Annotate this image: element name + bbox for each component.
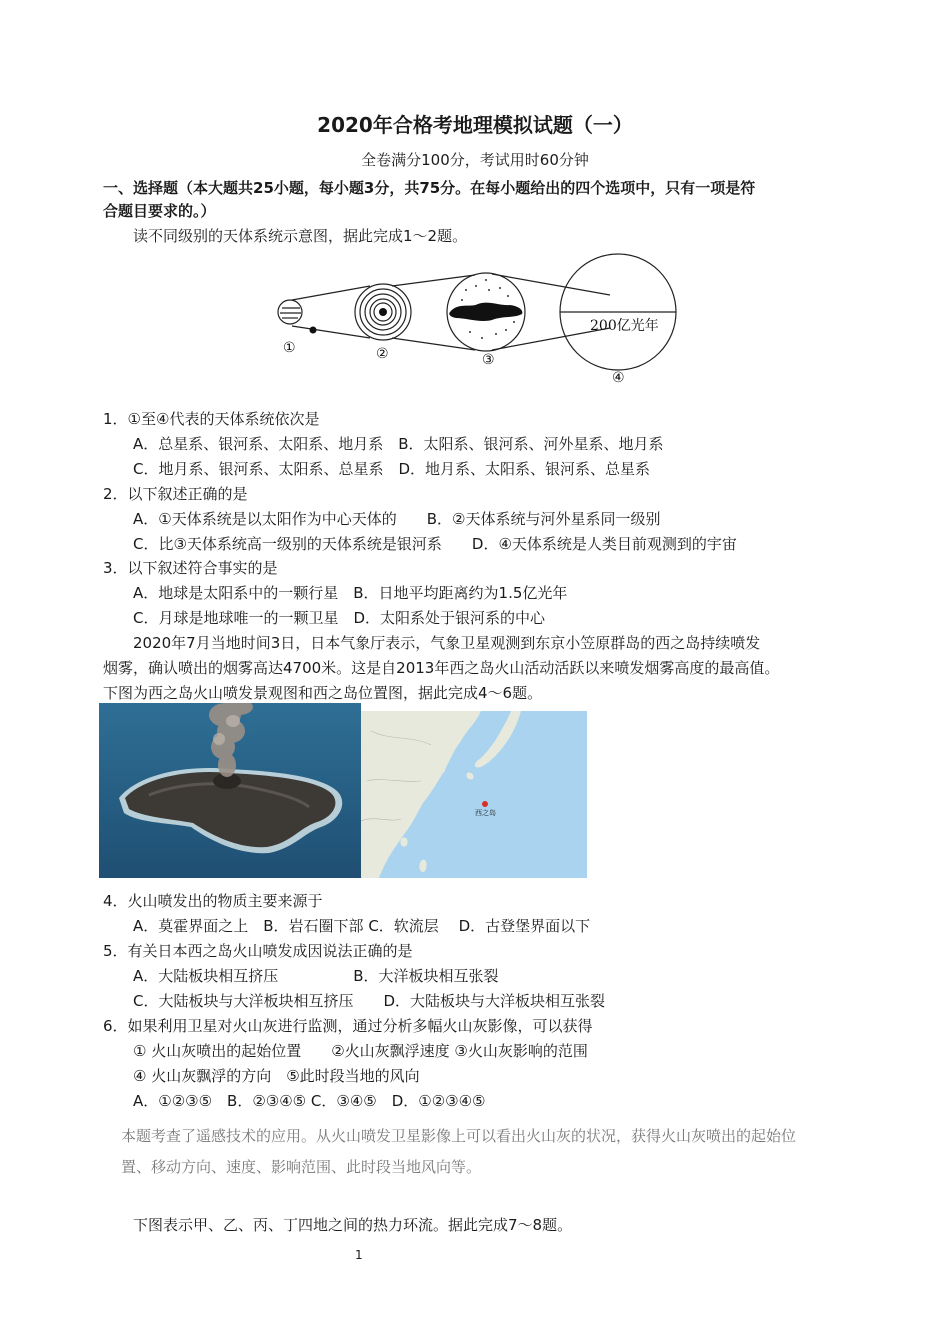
q5-options-cd: C．大陆板块与大洋板块相互挤压 D．大陆板块与大洋板块相互张裂 xyxy=(133,992,606,1010)
q4-options: A．莫霍界面之上 B．岩石圈下部 C．软流层 D．古登堡界面以下 xyxy=(133,917,591,935)
q6-stem: 6．如果利用卫星对火山灰进行监测，通过分析多幅火山灰影像，可以获得 xyxy=(103,1017,593,1035)
q6-options: A．①②③⑤ B．②③④⑤ C．③④⑤ D．①②③④⑤ xyxy=(133,1092,486,1110)
section-heading-cont: 合题目要求的。） xyxy=(103,202,216,220)
location-pin-icon xyxy=(482,801,488,807)
q3-options-ab: A．地球是太阳系中的一颗行星 B．日地平均距离约为1.5亿光年 xyxy=(133,584,568,602)
scale-label: 200亿光年 xyxy=(590,318,659,334)
analysis-line-2: 置、移动方向、速度、影响范围、此时段当地风向等。 xyxy=(121,1158,482,1176)
passage-line-3: 下图为西之岛火山喷发景观图和西之岛位置图，据此完成4～6题。 xyxy=(103,684,543,702)
celestial-systems-figure xyxy=(270,250,690,390)
page-number: 1 xyxy=(355,1248,363,1262)
intro-1: 读不同级别的天体系统示意图，据此完成1～2题。 xyxy=(133,227,468,245)
q2-stem: 2．以下叙述正确的是 xyxy=(103,485,248,503)
q1-options-cd: C．地月系、银河系、太阳系、总星系 D．地月系、太阳系、银河系、总星系 xyxy=(133,460,651,478)
location-map xyxy=(361,711,587,878)
passage-line-1: 2020年7月当地时间3日，日本气象厅表示，气象卫星观测到东京小笠原群岛的西之岛持续喷发 xyxy=(133,634,761,652)
q5-stem: 5．有关日本西之岛火山喷发成因说法正确的是 xyxy=(103,942,413,960)
q6-items-2: ④ 火山灰飘浮的方向 ⑤此时段当地的风向 xyxy=(133,1067,420,1085)
q2-options-cd: C．比③天体系统高一级别的天体系统是银河系 D．④天体系统是人类目前观测到的宇宙 xyxy=(133,535,737,553)
subtitle: 全卷满分100分，考试用时60分钟 xyxy=(361,151,589,169)
q5-options-ab: A．大陆板块相互挤压 B．大洋板块相互张裂 xyxy=(133,967,499,985)
page-title: 2020年合格考地理模拟试题（一） xyxy=(317,113,633,137)
label-3: ③ xyxy=(482,352,495,368)
passage-line-2: 烟雾，确认喷出的烟雾高达4700米。这是自2013年西之岛火山活动活跃以来喷发烟雾高度的最高值。 xyxy=(103,659,780,677)
q3-options-cd: C．月球是地球唯一的一颗卫星 D．太阳系处于银河系的中心 xyxy=(133,609,546,627)
q4-stem: 4．火山喷发出的物质主要来源于 xyxy=(103,892,323,910)
q1-options-ab: A．总星系、银河系、太阳系、地月系 B．太阳系、银河系、河外星系、地月系 xyxy=(133,435,664,453)
intro-3: 下图表示甲、乙、丙、丁四地之间的热力环流。据此完成7～8题。 xyxy=(133,1216,573,1234)
q3-stem: 3．以下叙述符合事实的是 xyxy=(103,559,278,577)
section-heading: 一、选择题（本大题共25小题，每小题3分，共75分。在每小题给出的四个选项中，只有一项是符 xyxy=(103,179,756,197)
map-label: 西之岛 xyxy=(475,809,496,817)
label-1: ① xyxy=(283,340,296,356)
q2-options-ab: A．①天体系统是以太阳作为中心天体的 B．②天体系统与河外星系同一级别 xyxy=(133,510,661,528)
q1-stem: 1．①至④代表的天体系统依次是 xyxy=(103,410,320,428)
volcano-photo xyxy=(99,703,361,878)
label-4: ④ xyxy=(612,370,625,386)
label-2: ② xyxy=(376,346,389,362)
analysis-line-1: 本题考查了遥感技术的应用。从火山喷发卫星影像上可以看出火山灰的状况，获得火山灰喷出的起始位 xyxy=(121,1127,797,1145)
q6-items-1: ① 火山灰喷出的起始位置 ②火山灰飘浮速度 ③火山灰影响的范围 xyxy=(133,1042,588,1060)
